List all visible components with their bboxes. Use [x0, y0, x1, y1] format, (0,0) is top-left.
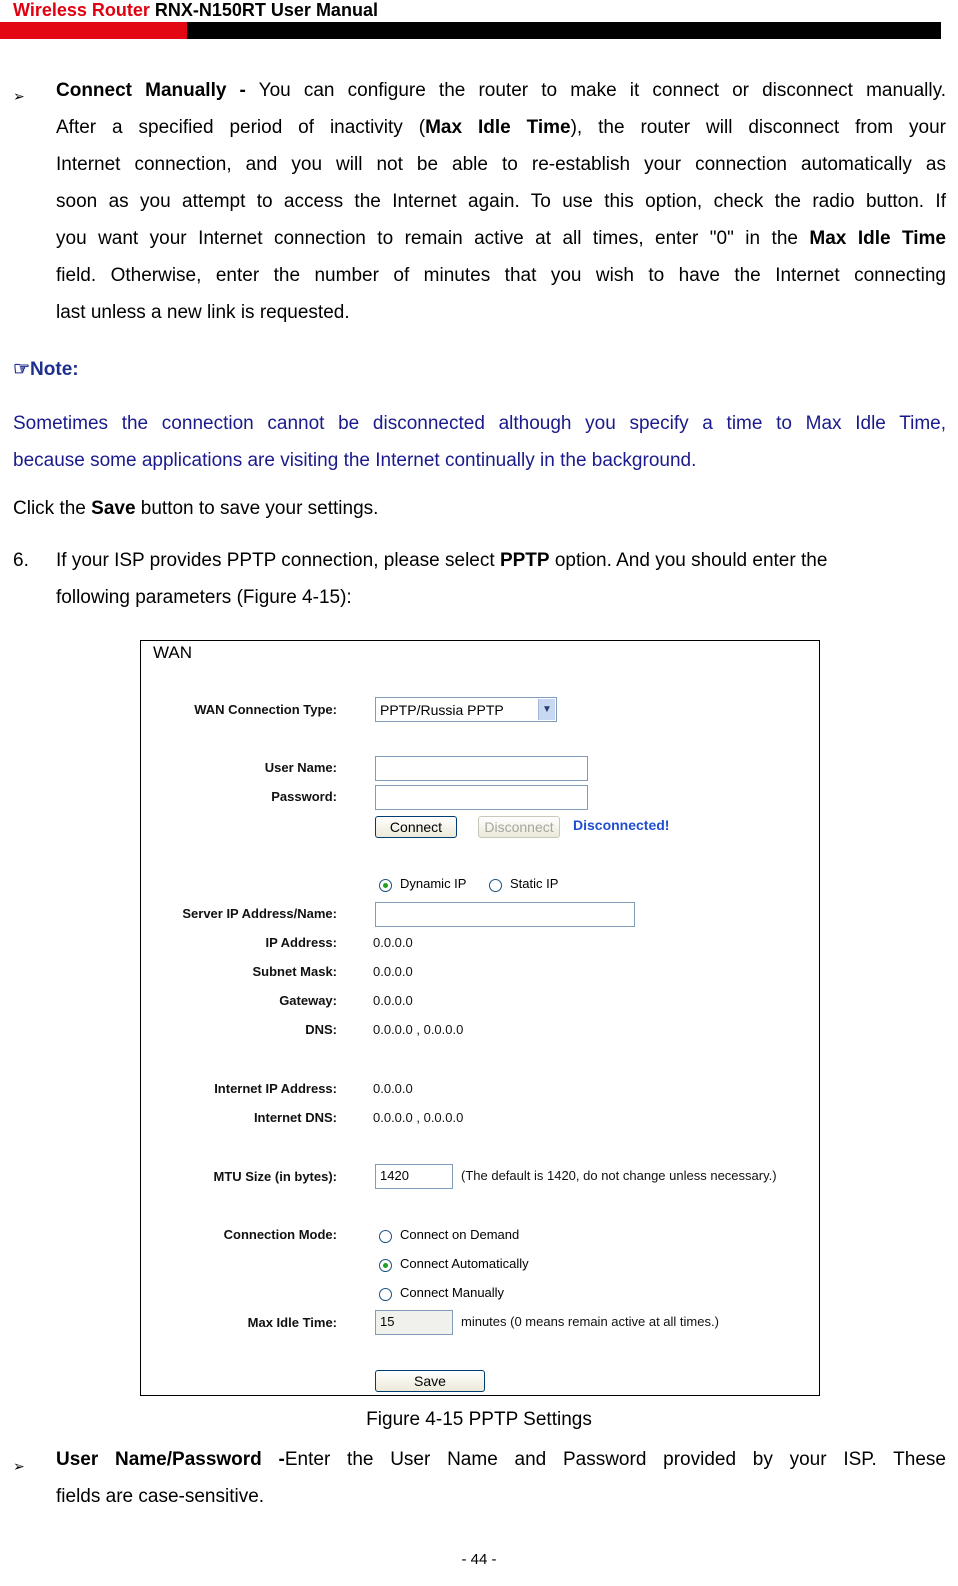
user-pass-paragraph: [56, 1441, 946, 1515]
static-ip-label: Static IP: [510, 876, 559, 891]
pointing-hand-icon: ☞: [13, 359, 31, 380]
inet-ip-label: Internet IP Address:: [214, 1081, 337, 1096]
header-title: [13, 0, 378, 21]
inet-dns-label: Internet DNS:: [253, 1110, 337, 1125]
text-line: last unless a new link is requested.: [56, 302, 350, 323]
figure-caption: Figure 4-15 PPTP Settings: [366, 1409, 592, 1430]
text-span: After a specified period of inactivity (: [56, 117, 426, 138]
connect-button[interactable]: Connect: [375, 816, 457, 838]
term-pptp: PPTP: [499, 550, 550, 571]
text-span: button to save your settings.: [135, 498, 379, 519]
text-line: following parameters (Figure 4-15):: [56, 587, 352, 608]
term-user-pass: User Name/Password -: [56, 1449, 285, 1470]
header-bar-red: [0, 22, 187, 39]
mode-label: Connection Mode:: [223, 1227, 337, 1242]
user-name-label: User Name:: [264, 760, 337, 775]
bullet-icon: ➢: [13, 88, 25, 104]
connection-status: Disconnected!: [573, 817, 670, 833]
mode-auto-radio[interactable]: [379, 1259, 392, 1272]
wan-type-label: WAN Connection Type:: [194, 702, 337, 717]
step6-text: [56, 542, 946, 616]
text-line: [56, 1441, 946, 1478]
note-label: [13, 358, 79, 381]
password-label: Password:: [271, 789, 337, 804]
mode-demand-radio[interactable]: [379, 1230, 392, 1243]
term-save: Save: [91, 498, 136, 519]
note-title: Note:: [30, 359, 79, 380]
mtu-label: MTU Size (in bytes):: [213, 1169, 337, 1184]
header-brand: Wireless Router: [13, 0, 150, 20]
dynamic-ip-label: Dynamic IP: [400, 876, 467, 891]
mask-value: 0.0.0.0: [373, 964, 413, 979]
gateway-value: 0.0.0.0: [373, 993, 413, 1008]
text-line: because some applications are visiting the Internet continually in the background.: [13, 450, 697, 471]
text-line: field. Otherwise, enter the number of minutes that you wish to have the Internet connecting: [56, 265, 946, 286]
mode-demand-label: Connect on Demand: [400, 1227, 520, 1242]
inet-ip-value: 0.0.0.0: [373, 1081, 413, 1096]
dynamic-ip-radio[interactable]: [379, 879, 392, 892]
wan-settings-figure: [140, 640, 820, 1396]
text-line: fields are case-sensitive.: [56, 1486, 265, 1507]
ip-label: IP Address:: [265, 935, 337, 950]
dns-value: 0.0.0.0 , 0.0.0.0: [373, 1022, 464, 1037]
text-span: you want your Internet connection to remain active at all times, enter "0" in the: [56, 228, 810, 249]
term-max-idle-time: Max Idle Time: [425, 117, 571, 138]
idle-input[interactable]: 15: [375, 1310, 453, 1335]
mtu-hint: (The default is 1420, do not change unless necessary.): [461, 1168, 777, 1183]
idle-label: Max Idle Time:: [247, 1315, 337, 1330]
page-number: - 44 -: [461, 1551, 497, 1568]
text-line: [56, 542, 946, 579]
bullet-icon: ➢: [13, 1458, 25, 1474]
ip-value: 0.0.0.0: [373, 935, 413, 950]
mask-label: Subnet Mask:: [252, 964, 337, 979]
header-model: RNX-N150RT User Manual: [149, 0, 378, 20]
text-span: Click the: [13, 498, 92, 519]
text-span: You can configure the router to make it connect or disconnect manually.: [245, 80, 946, 101]
disconnect-button[interactable]: Disconnect: [478, 816, 560, 838]
note-text: [13, 405, 946, 479]
text-span: option. And you should enter the: [549, 550, 828, 571]
user-name-input[interactable]: [375, 756, 588, 781]
connect-manually-paragraph: [56, 72, 946, 331]
save-button[interactable]: Save: [375, 1370, 485, 1392]
server-label: Server IP Address/Name:: [182, 906, 337, 921]
term-connect-manually: Connect Manually -: [56, 80, 246, 101]
text-line: soon as you attempt to access the Internet again. To use this option, check the radio button. If: [56, 191, 946, 212]
step-number: 6.: [13, 550, 29, 571]
mtu-input[interactable]: 1420: [375, 1164, 453, 1189]
text-line: [56, 72, 946, 109]
text-line: Internet connection, and you will not be able to re-establish your connection automatically as: [56, 154, 946, 175]
mode-auto-label: Connect Automatically: [400, 1256, 529, 1271]
server-input[interactable]: [375, 902, 635, 927]
password-input[interactable]: [375, 785, 588, 810]
mode-manual-radio[interactable]: [379, 1288, 392, 1301]
static-ip-radio[interactable]: [489, 879, 502, 892]
inet-dns-value: 0.0.0.0 , 0.0.0.0: [373, 1110, 464, 1125]
text-line: Sometimes the connection cannot be disconnected although you specify a time to Max Idle Time,: [13, 413, 946, 434]
click-save-text: [13, 490, 378, 527]
idle-hint: minutes (0 means remain active at all times.): [461, 1314, 719, 1329]
wan-type-value: PPTP/Russia PPTP: [380, 702, 504, 718]
text-span: If your ISP provides PPTP connection, please select: [56, 550, 500, 571]
header-bar-black: [187, 22, 941, 39]
text-span: Enter the User Name and Password provided by your ISP. These: [284, 1449, 946, 1470]
term-max-idle-time: Max Idle Time: [809, 228, 946, 249]
dns-label: DNS:: [305, 1022, 337, 1037]
wan-title: WAN: [153, 643, 193, 662]
gateway-label: Gateway:: [279, 993, 337, 1008]
text-line: [56, 109, 946, 146]
mode-manual-label: Connect Manually: [400, 1285, 505, 1300]
chevron-down-icon[interactable]: ▼: [538, 699, 555, 720]
text-line: [56, 220, 946, 257]
text-span: ), the router will disconnect from your: [570, 117, 946, 138]
wan-type-select[interactable]: [375, 697, 557, 722]
